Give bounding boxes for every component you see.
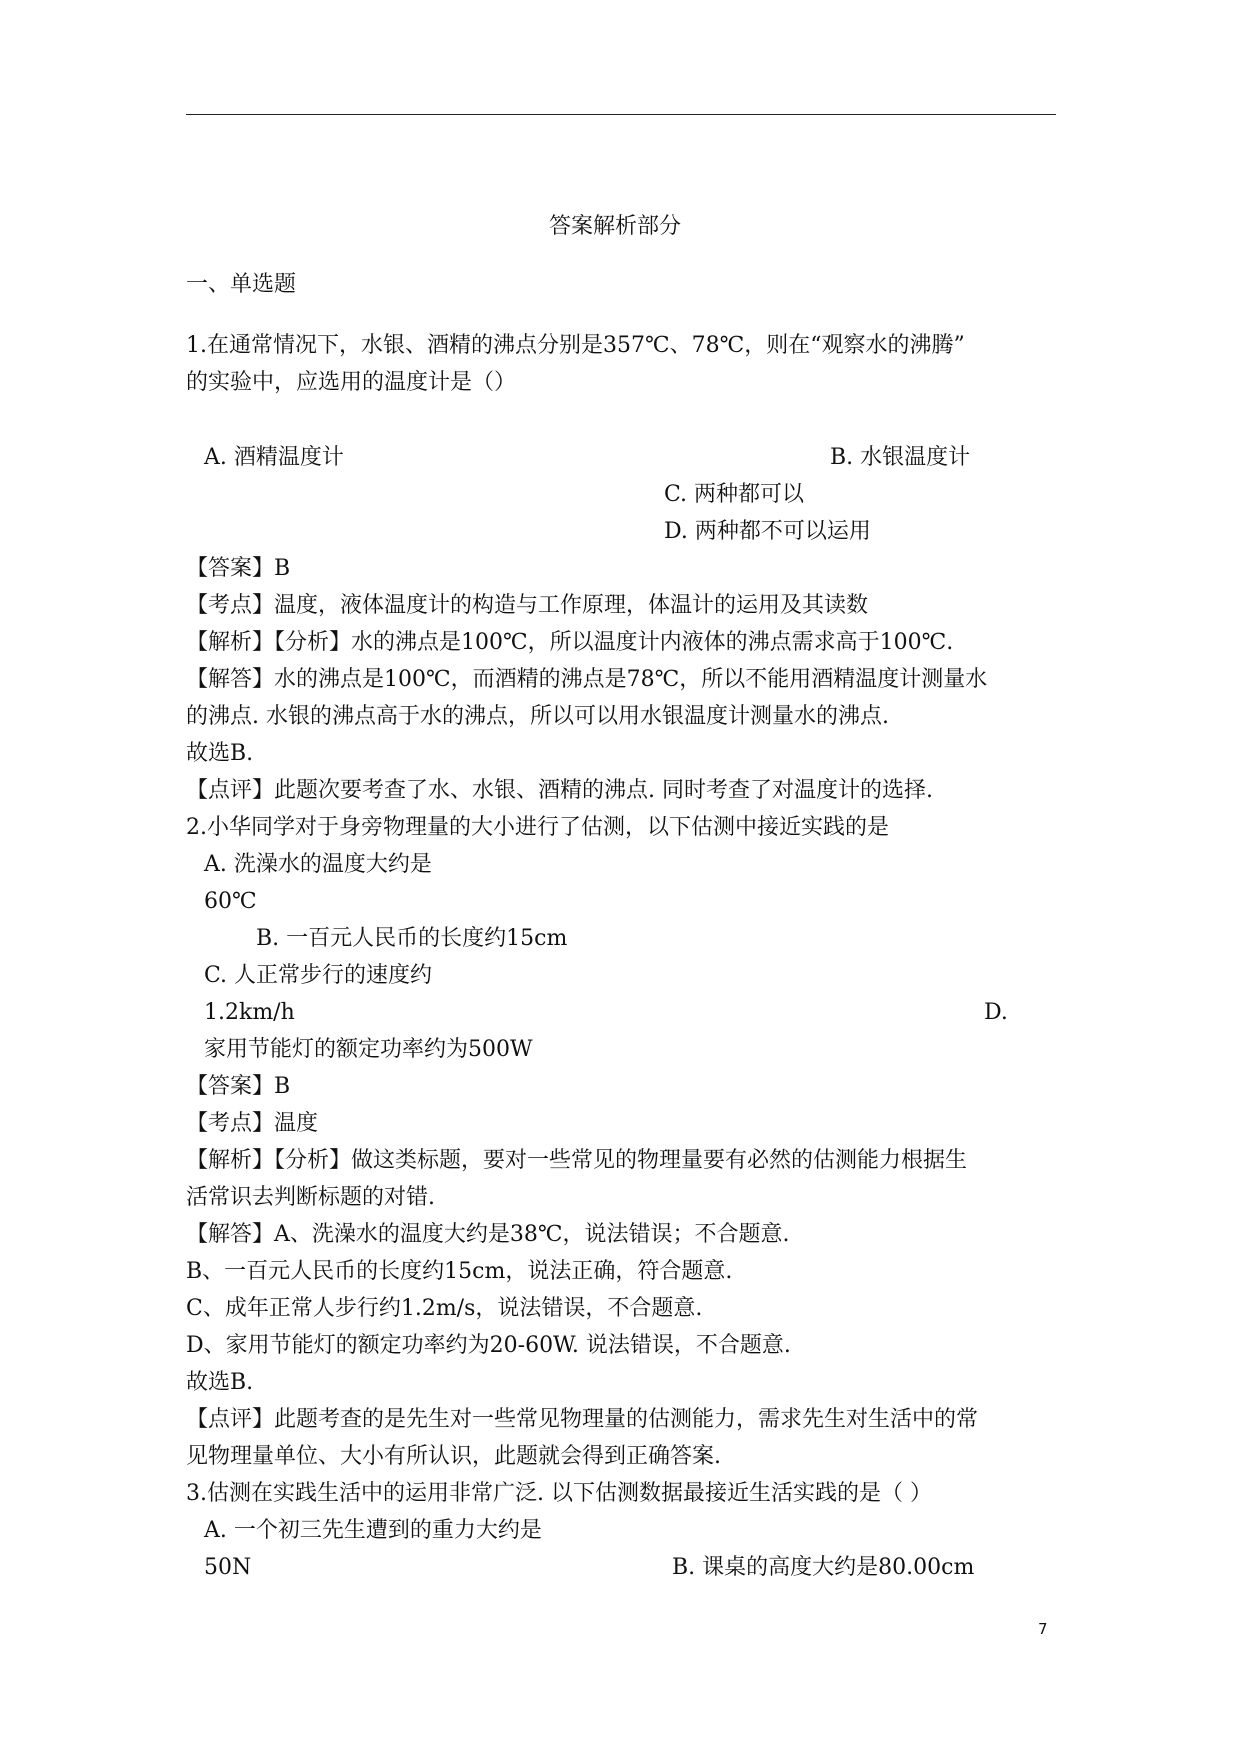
- q1-stem-line2: 的实验中，应选用的温度计是（）: [186, 370, 517, 395]
- q2-comment-line1: 【点评】此题考查的是先生对一些常见物理量的估测能力，需求先生对生活中的常: [186, 1407, 979, 1432]
- q1-point: 【考点】温度，液体温度计的构造与工作原理，体温计的运用及其读数: [186, 593, 869, 618]
- q1-choose: 故选B.: [186, 741, 254, 766]
- q1-answer: 【答案】B: [186, 556, 291, 581]
- q2-analysis-line2: 活常识去判断标题的对错.: [186, 1185, 435, 1210]
- q1-analysis: 【解析】【分析】水的沸点是100℃，所以温度计内液体的沸点需求高于100℃.: [186, 630, 954, 655]
- q1-option-b[interactable]: B. 水银温度计: [830, 445, 971, 470]
- header-rule: [186, 114, 1056, 115]
- q2-option-a-line2[interactable]: 60℃: [204, 889, 257, 914]
- q2-option-b[interactable]: B. 一百元人民币的长度约15cm: [256, 926, 568, 951]
- q1-option-d[interactable]: D. 两种都不可以运用: [664, 519, 871, 544]
- q1-solution-line2: 的沸点. 水银的沸点高于水的沸点，所以可以用水银温度计测量水的沸点.: [186, 704, 889, 729]
- q3-option-a-line2[interactable]: 50N: [204, 1555, 252, 1580]
- q2-stem: 2.小华同学对于身旁物理量的大小进行了估测，以下估测中接近实践的是: [186, 815, 889, 840]
- q2-comment-line2: 见物理量单位、大小有所认识，此题就会得到正确答案.: [186, 1444, 721, 1469]
- q1-option-c[interactable]: C. 两种都可以: [664, 482, 805, 507]
- q2-choose: 故选B.: [186, 1370, 254, 1395]
- q1-solution-line1: 【解答】水的沸点是100℃，而酒精的沸点是78℃，所以不能用酒精温度计测量水: [186, 667, 988, 692]
- q2-option-c-line2[interactable]: 1.2km/h: [204, 1000, 295, 1025]
- q2-analysis-line1: 【解析】【分析】做这类标题，要对一些常见的物理量要有必然的估测能力根据生: [186, 1148, 968, 1173]
- section-heading: 一、单选题: [186, 272, 297, 297]
- q1-option-a[interactable]: A. 酒精温度计: [204, 445, 344, 470]
- q1-comment: 【点评】此题次要考查了水、水银、酒精的沸点. 同时考查了对温度计的选择.: [186, 778, 933, 803]
- q3-option-a-line1[interactable]: A. 一个初三先生遭到的重力大约是: [204, 1518, 542, 1543]
- q2-option-d-line1[interactable]: D.: [984, 1000, 1008, 1025]
- q2-solution-a: 【解答】A、洗澡水的温度大约是38℃，说法错误；不合题意.: [186, 1222, 790, 1247]
- q3-stem: 3.估测在实践生活中的运用非常广泛. 以下估测数据最接近生活实践的是（ ）: [186, 1481, 932, 1506]
- q2-option-c-line1[interactable]: C. 人正常步行的速度约: [204, 963, 433, 988]
- q2-point: 【考点】温度: [186, 1111, 319, 1136]
- q2-answer: 【答案】B: [186, 1074, 291, 1099]
- q2-solution-c: C、成年正常人步行约1.2m/s，说法错误，不合题意.: [186, 1296, 703, 1321]
- q1-stem-line1: 1.在通常情况下，水银、酒精的沸点分别是357℃、78℃，则在“观察水的沸腾”: [186, 333, 965, 358]
- q2-solution-d: D、家用节能灯的额定功率约为20-60W. 说法错误，不合题意.: [186, 1333, 791, 1358]
- q2-option-d-line2[interactable]: 家用节能灯的额定功率约为500W: [204, 1037, 533, 1062]
- q2-solution-b: B、一百元人民币的长度约15cm，说法正确，符合题意.: [186, 1259, 733, 1284]
- page-number: 7: [1038, 1620, 1048, 1638]
- q2-option-a-line1[interactable]: A. 洗澡水的温度大约是: [204, 852, 432, 877]
- q3-option-b[interactable]: B. 课桌的高度大约是80.00cm: [672, 1555, 975, 1580]
- page-title: 答案解析部分: [549, 214, 682, 239]
